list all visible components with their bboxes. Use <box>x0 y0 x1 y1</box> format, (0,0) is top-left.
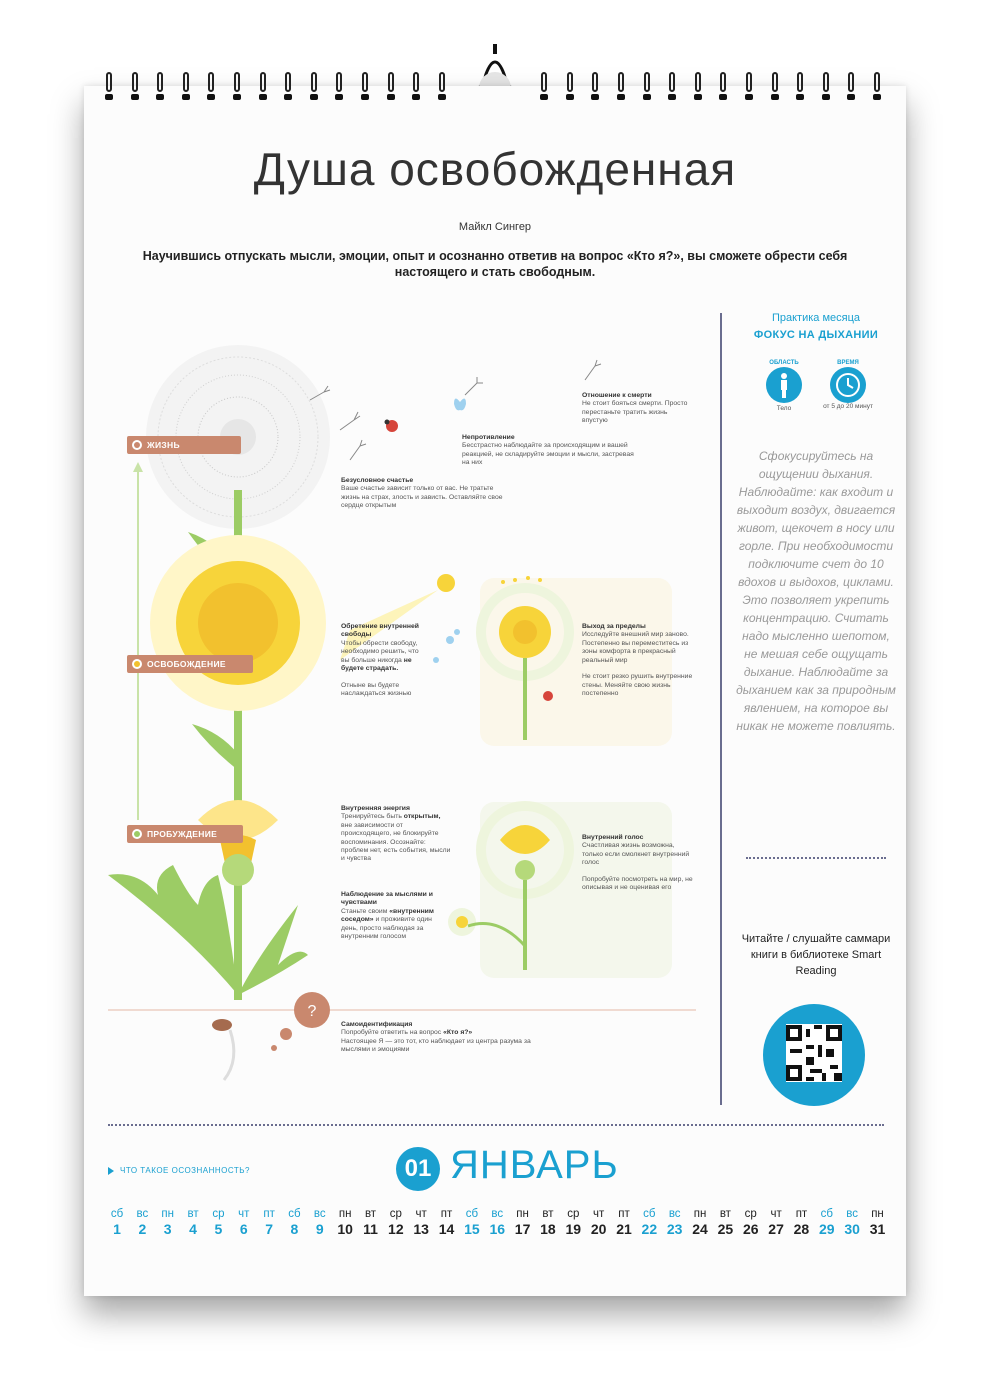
note-heading: Внутренняя энергия <box>341 805 410 812</box>
weekday-label: пт <box>618 1208 630 1220</box>
weekday-label: вс <box>846 1208 858 1220</box>
weekday-label: ср <box>389 1208 402 1220</box>
calendar-day <box>636 1208 662 1237</box>
practice-text: Сфокусируйтесь на ощущении дыхания. Наблюдайте: как входит и выходит воздух, двигается живот, щекочет в носу или горле. При необходимости подключите счет до 10 вдохов и выдохов, циклами. Это позволяет укрепить концентрацию. Считать надо мысленно шепотом, не мешая себе ощущать дыхание. Наблюдайте за дыханием как за природным явлением, на которое вы никак не можете повлиять. <box>736 449 896 733</box>
note-text: Не стоит бояться смерти. Просто перестаньте тратить жизнь впустую <box>582 400 688 425</box>
note-death <box>582 392 692 426</box>
day-number: 16 <box>489 1221 506 1237</box>
calendar-day <box>104 1208 130 1237</box>
time-label: ВРЕМЯ <box>837 360 859 366</box>
binding-ring-icon <box>334 72 344 100</box>
weekday-label: ср <box>212 1208 225 1220</box>
note-text: Исследуйте внешний мир заново. Постепенно вы переместитесь из зоны комфорта в прекрасный реальный мир <box>582 631 689 664</box>
time-value: от 5 до 20 минут <box>823 403 873 410</box>
note-freedom <box>341 623 427 699</box>
calendar-day <box>256 1208 282 1237</box>
weekday-label: пн <box>338 1208 352 1220</box>
qr-code-icon <box>786 1024 842 1082</box>
weekday-label: пн <box>693 1208 707 1220</box>
day-number: 25 <box>717 1221 734 1237</box>
day-number: 2 <box>138 1221 147 1237</box>
weekday-label: сб <box>288 1208 301 1220</box>
binding-ring-icon <box>616 72 626 100</box>
day-number: 27 <box>768 1221 784 1237</box>
binding-ring-icon <box>821 72 831 100</box>
binding-ring-icon <box>155 72 165 100</box>
author: Майкл Сингер <box>458 221 532 233</box>
page-title: Душа освобожденная <box>253 143 737 195</box>
day-number: 22 <box>641 1221 658 1237</box>
note-text: Отныне вы будете наслаждаться жизнью <box>341 681 412 698</box>
separator <box>746 857 886 859</box>
binding-ring-icon <box>283 72 293 100</box>
calendar-day <box>510 1208 536 1237</box>
butterfly-icon <box>454 398 466 410</box>
calendar-day <box>180 1208 206 1237</box>
binding-ring-icon <box>232 72 242 100</box>
binding-ring-icon <box>565 72 575 100</box>
calendar-day <box>788 1208 814 1237</box>
calendar-day <box>129 1208 155 1237</box>
weekday-label: пн <box>871 1208 884 1220</box>
calendar-day <box>205 1208 231 1237</box>
day-number: 17 <box>514 1221 531 1237</box>
note-heading: Непротивление <box>462 434 515 441</box>
weekday-label: пт <box>263 1208 275 1220</box>
calendar-day <box>560 1208 586 1237</box>
note-self <box>341 1021 541 1055</box>
note-heading: Внутренний голос <box>582 834 644 841</box>
qr-code[interactable] <box>763 1004 865 1106</box>
day-number: 4 <box>189 1221 197 1237</box>
calendar-day <box>358 1208 384 1237</box>
calendar-day <box>712 1208 738 1237</box>
calendar-day <box>586 1208 612 1237</box>
day-number: 1 <box>113 1221 121 1237</box>
stage-label: ПРОБУЖДЕНИЕ <box>147 829 218 839</box>
calendar-day <box>408 1208 434 1237</box>
note-text: Тренируйтесь быть <box>341 813 402 821</box>
note-emphasis: «Кто я?» <box>443 1029 473 1037</box>
binding-ring-icon <box>386 72 396 100</box>
weekday-label: вт <box>542 1208 554 1220</box>
binding-ring-icon <box>795 72 805 100</box>
binding-ring-icon <box>181 72 191 100</box>
calendar-day <box>332 1208 358 1237</box>
day-number: 19 <box>565 1221 582 1237</box>
binding-ring-icon <box>130 72 140 100</box>
calendar-day <box>434 1208 460 1237</box>
stage-liberation <box>127 655 253 673</box>
calendar-day <box>839 1208 865 1237</box>
weekday-label: сб <box>643 1208 656 1220</box>
weekday-label: пт <box>795 1208 808 1220</box>
note-text: Бесстрастно наблюдайте за происходящим и вашей реакцией, не складируйте эмоции и мысли, застревая на них <box>462 442 634 467</box>
day-number: 10 <box>337 1221 353 1237</box>
day-number: 20 <box>590 1221 607 1237</box>
day-number: 30 <box>844 1221 860 1237</box>
day-number: 7 <box>265 1221 273 1237</box>
note-text: Попробуйте ответить на вопрос <box>341 1029 442 1037</box>
note-heading: Обретение внутренней свободы <box>341 623 419 639</box>
note-heading: Наблюдение за мыслями и чувствами <box>341 891 433 907</box>
day-number: 26 <box>742 1221 759 1237</box>
binding-ring-icon <box>309 72 319 100</box>
day-number: 24 <box>692 1221 708 1237</box>
binding-ring-icon <box>718 72 728 100</box>
note-heading: Самоидентификация <box>341 1021 413 1028</box>
binding-ring-icon <box>744 72 754 100</box>
weekday-label: пн <box>516 1208 529 1220</box>
body-area-icon <box>766 367 802 403</box>
stage-label: ОСВОБОЖДЕНИЕ <box>147 659 226 669</box>
mindfulness-link-label: ЧТО ТАКОЕ ОСОЗНАННОСТЬ? <box>120 1166 250 1175</box>
weekday-label: вт <box>364 1208 377 1220</box>
note-heading: Отношение к смерти <box>582 392 652 399</box>
month-name: ЯНВАРЬ <box>450 1143 619 1187</box>
calendar-day <box>865 1208 891 1237</box>
practice-title: ФОКУС НА ДЫХАНИИ <box>753 329 879 341</box>
calendar-day <box>763 1208 789 1237</box>
binding-ring-icon <box>104 72 114 100</box>
day-number: 31 <box>869 1221 886 1237</box>
weekday-label: вс <box>491 1208 504 1220</box>
day-number: 5 <box>214 1221 223 1237</box>
read-promo: Читайте / слушайте саммари книги в библиотеке Smart Reading <box>741 933 891 977</box>
calendar-day <box>383 1208 409 1237</box>
day-number: 11 <box>363 1221 378 1237</box>
calendar-day <box>814 1208 840 1237</box>
question-icon <box>271 992 330 1051</box>
note-emphasis: «внутренним соседом» <box>341 907 434 924</box>
weekday-label: вт <box>719 1208 731 1220</box>
note-text: Ваше счастье зависит только от вас. Не тратьте жизнь на страх, злость и зависть. Оставляйте свое сердце открытым <box>341 485 503 510</box>
butterflies-icon <box>433 629 460 663</box>
calendar-day <box>307 1208 333 1237</box>
spiral-binding <box>104 72 894 108</box>
binding-ring-icon <box>437 72 447 100</box>
day-number: 3 <box>163 1221 172 1237</box>
calendar-day <box>662 1208 688 1237</box>
calendar-day <box>738 1208 764 1237</box>
calendar-day <box>611 1208 637 1237</box>
area-label: ОБЛАСТЬ <box>769 360 799 366</box>
binding-ring-icon <box>872 72 882 100</box>
clock-icon <box>830 367 866 403</box>
month-number: 01 <box>396 1147 440 1191</box>
note-heading: Безусловное счастье <box>341 477 414 484</box>
note-text: Не стоит резко рушить внутренние стены. Меняйте свою жизнь постепенно <box>582 673 693 698</box>
dandelion-flower-icon <box>150 535 326 711</box>
binding-ring-icon <box>360 72 370 100</box>
calendar-day <box>155 1208 181 1237</box>
day-number: 12 <box>388 1221 404 1237</box>
note-text: вне зависимости от происходящего, не блокируйте воспоминания. Осознайте: проблем нет, есть события, мысли и чувства <box>341 821 451 863</box>
note-voice <box>582 834 694 893</box>
day-number: 18 <box>540 1221 556 1237</box>
binding-ring-icon <box>693 72 703 100</box>
weekday-label: вт <box>187 1208 199 1220</box>
binding-ring-icon <box>846 72 856 100</box>
ladybug-icon <box>385 420 399 433</box>
note-text: и проживите один день, просто наблюдая за внутренним голосом <box>341 916 432 941</box>
play-arrow-icon <box>108 1167 114 1175</box>
binding-ring-icon <box>667 72 677 100</box>
practice-heading: Практика месяца <box>771 312 861 324</box>
stage-label: ЖИЗНЬ <box>147 440 180 450</box>
day-number: 13 <box>413 1221 429 1237</box>
day-number: 15 <box>464 1221 480 1237</box>
binding-ring-icon <box>539 72 549 100</box>
calendar-day <box>535 1208 561 1237</box>
day-number: 28 <box>793 1221 810 1237</box>
calendar-day <box>459 1208 485 1237</box>
note-happiness <box>341 477 503 511</box>
book-summary: Научившись отпускать мысли, эмоции, опыт и осознанно ответив на вопрос «Кто я?», вы сможете обрести себя настоящего и стать свободным. <box>142 249 848 279</box>
binding-ring-icon <box>258 72 268 100</box>
weekday-label: чт <box>415 1208 427 1220</box>
note-text: Счастливая жизнь возможна, только если смолкнет внутренний голос <box>582 842 690 867</box>
separator <box>108 1124 884 1126</box>
note-text: Станьте своим <box>341 907 388 915</box>
binding-ring-icon <box>770 72 780 100</box>
weekday-label: сб <box>820 1208 833 1220</box>
day-number: 9 <box>315 1221 324 1237</box>
note-beyond <box>582 623 700 699</box>
stage-awakening <box>127 825 243 843</box>
stage-life <box>127 436 241 454</box>
weekday-label: пт <box>440 1208 453 1220</box>
weekday-label: вс <box>136 1208 149 1220</box>
binding-ring-icon <box>411 72 421 100</box>
day-number: 8 <box>290 1221 299 1237</box>
note-energy <box>341 805 451 864</box>
note-emphasis: открытым, <box>403 813 441 821</box>
binding-ring-icon <box>642 72 652 100</box>
day-number: 23 <box>666 1221 683 1237</box>
calendar-day <box>231 1208 257 1237</box>
weekday-label: чт <box>770 1208 782 1220</box>
day-number: 6 <box>239 1221 248 1237</box>
seed-root-icon <box>212 1019 234 1080</box>
weekday-label: ср <box>744 1208 757 1220</box>
weekday-label: ср <box>567 1208 580 1220</box>
weekday-label: сб <box>110 1208 124 1220</box>
binding-ring-icon <box>590 72 600 100</box>
day-number: 21 <box>616 1221 632 1237</box>
binding-ring-icon <box>206 72 216 100</box>
weekday-label: вс <box>668 1208 681 1220</box>
weekday-label: чт <box>238 1208 250 1220</box>
calendar-day <box>687 1208 713 1237</box>
note-resistance <box>462 434 642 468</box>
note-text: Чтобы обрести свободу, необходимо решить, что вы больше никогда <box>341 639 419 664</box>
day-number: 29 <box>819 1221 835 1237</box>
day-number: 14 <box>438 1221 455 1237</box>
weekday-label: сб <box>465 1208 479 1220</box>
note-observe <box>341 891 436 941</box>
note-text: Настоящее Я — это тот, кто наблюдает из центра разума за мыслями и эмоциями <box>341 1037 531 1054</box>
area-value: Тело <box>776 405 792 412</box>
mindfulness-link[interactable] <box>108 1166 250 1175</box>
calendar-day <box>484 1208 510 1237</box>
sidebar-divider <box>720 313 722 1105</box>
calendar-day <box>281 1208 307 1237</box>
dandelion-bud-icon <box>198 800 278 886</box>
weekday-label: вс <box>313 1208 326 1220</box>
note-heading: Выход за пределы <box>582 623 646 630</box>
note-emphasis: не будете страдать. <box>341 656 412 673</box>
note-text: Попробуйте посмотреть на мир, не описывая и не оценивая его <box>582 876 693 892</box>
svg-text:?: ? <box>307 1003 317 1020</box>
weekday-label: пн <box>161 1208 174 1220</box>
weekday-label: чт <box>593 1208 605 1220</box>
